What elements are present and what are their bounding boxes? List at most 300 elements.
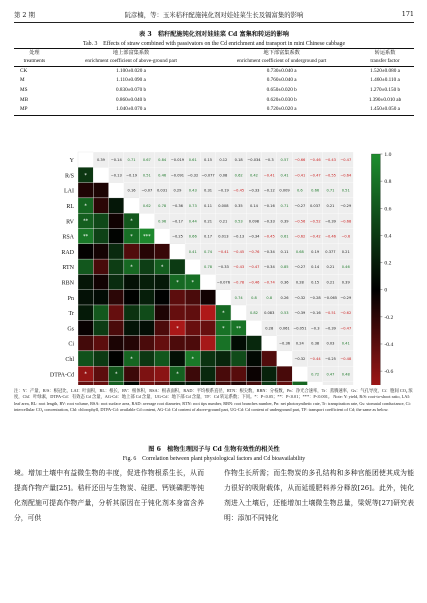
heatmap-cell	[109, 198, 124, 213]
heatmap-cell	[78, 290, 93, 305]
correlation-value-label: −0.34	[248, 234, 260, 239]
heatmap-cell	[139, 366, 154, 381]
correlation-value-label: 0.67	[142, 158, 151, 163]
heatmap-cell	[155, 274, 170, 289]
heatmap-cell	[170, 382, 185, 386]
correlation-value-label: −0.12	[263, 188, 275, 193]
colorbar-tick-label: 0.8	[384, 179, 392, 186]
table-cell: CK	[20, 67, 28, 74]
correlation-value-label: 0.12	[219, 158, 228, 163]
correlation-value-label: −0.076	[216, 280, 231, 285]
article-running-title: 阮彦楠，等：玉米秸秆配施钝化剂对娃娃菜生长及镉富集的影响	[124, 11, 304, 19]
row-label: DTPA-Cd	[49, 372, 74, 379]
correlation-value-label: −0.091	[170, 173, 185, 178]
correlation-value-label: −0.28	[309, 295, 321, 300]
heatmap-cell	[109, 229, 124, 244]
correlation-value-label: 0.51	[341, 188, 350, 193]
colorbar-tick-label: 0.6	[384, 206, 392, 213]
heatmap-cell	[200, 366, 215, 381]
significance-mark: **	[236, 325, 242, 332]
heatmap-cell	[124, 244, 139, 259]
heatmap-cell	[109, 259, 124, 274]
heatmap-cell	[93, 336, 108, 351]
significance-mark: *	[130, 218, 133, 225]
column-header-cn: 处理	[14, 49, 55, 58]
heatmap-cell	[139, 274, 154, 289]
correlation-value-label: 0.11	[204, 203, 213, 208]
body-text-left-column: 境。增加土壤中有益微生物的丰度，促进作物根系生长，从而提高作物产量[25]。秸秆还田与生物炭、硅肥、钙镁磷肥等钝化剂配施可提高作物产量，分析其原因在于钝化剂本身富含养分，可供	[14, 469, 204, 522]
correlation-value-label: −0.29	[340, 295, 352, 300]
heatmap-cell	[155, 244, 170, 259]
table-cell: 1.040±0.070 a	[55, 105, 208, 115]
heatmap-cell	[155, 382, 170, 386]
correlation-value-label: −0.66	[294, 158, 306, 163]
correlation-value-label: 0.46	[341, 265, 350, 270]
correlation-value-label: −0.07	[141, 188, 153, 193]
correlation-value-label: 0.46	[158, 173, 167, 178]
heatmap-cell	[78, 274, 93, 289]
diagonal-cell	[78, 152, 93, 167]
correlation-value-label: −0.56	[294, 219, 306, 224]
correlation-value-label: −0.32	[187, 173, 199, 178]
correlation-value-label: −0.077	[201, 173, 215, 178]
correlation-value-label: 0.24	[295, 341, 304, 346]
heatmap-cell	[93, 351, 108, 366]
correlation-value-label: 0.71	[280, 203, 289, 208]
diagonal-cell	[200, 274, 215, 289]
page-number: 171	[401, 10, 414, 18]
table-row	[14, 86, 414, 96]
heatmap-cell	[292, 382, 307, 386]
heatmap-cell	[155, 290, 170, 305]
correlation-value-label: 0.17	[204, 234, 213, 239]
correlation-value-label: 0.21	[341, 249, 350, 254]
correlation-value-label: 0.21	[326, 203, 335, 208]
significance-mark: *	[130, 264, 133, 271]
heatmap-cell	[277, 382, 292, 386]
heatmap-cell	[231, 351, 246, 366]
correlation-value-label: −0.19	[126, 173, 138, 178]
correlation-value-label: 0.28	[295, 280, 304, 285]
correlation-value-label: 0.21	[326, 265, 335, 270]
correlation-value-label: 0.53	[280, 311, 289, 316]
correlation-value-label: −0.68	[340, 219, 352, 224]
heatmap-cell	[93, 183, 108, 198]
heatmap-cell	[78, 351, 93, 366]
table-cell: 1.390±0.010 ab	[368, 96, 402, 103]
correlation-value-label: 0.29	[173, 188, 182, 193]
correlation-value-label: 0.57	[280, 158, 289, 163]
correlation-value-label: −0.39	[324, 219, 336, 224]
heatmap-cell	[277, 366, 292, 381]
heatmap-cell	[185, 382, 200, 386]
heatmap-cell	[246, 336, 261, 351]
correlation-value-label: −0.25	[171, 234, 183, 239]
colorbar-tick-label: 1.0	[384, 152, 392, 158]
correlation-value-label: 0.21	[204, 219, 213, 224]
diagonal-cell	[308, 382, 323, 386]
heatmap-cell	[124, 320, 139, 335]
heatmap-cell	[93, 259, 108, 274]
significance-mark: *	[222, 310, 225, 317]
significance-mark: *	[222, 325, 225, 332]
correlation-value-label: −0.32	[294, 295, 306, 300]
row-label: RSA	[62, 234, 74, 241]
correlation-value-label: −0.41	[217, 249, 229, 254]
correlation-value-label: −0.034	[247, 158, 261, 163]
correlation-value-label: 0.008	[218, 203, 229, 208]
correlation-value-label: 0.8	[266, 295, 273, 300]
correlation-value-label: 0.39	[96, 158, 105, 163]
row-label: Ci	[68, 341, 74, 348]
cd-enrichment-table	[14, 48, 414, 116]
heatmap-cell	[109, 290, 124, 305]
correlation-value-label: 0.35	[234, 203, 243, 208]
correlation-value-label: 0.013	[218, 234, 229, 239]
correlation-value-label: −0.16	[263, 203, 275, 208]
diagonal-cell	[93, 167, 108, 182]
heatmap-cell	[124, 366, 139, 381]
colorbar-tick-label: -0.4	[384, 341, 394, 348]
body-text-right-column: 作物生长所需；而生物炭的多孔结构和多种官能团使其成为能力很好的吸附载体，从而延缓肥料养分释放[26]。此外，钝化剂进入土壤后，还能增加土壤微生物总量，梁妮等[27]研究表明：添加不同钝化	[224, 469, 414, 522]
heatmap-cell	[93, 229, 108, 244]
correlation-value-label: −0.41	[294, 173, 306, 178]
heatmap-cell	[155, 305, 170, 320]
correlation-value-label: −0.43	[233, 265, 245, 270]
diagonal-cell	[139, 213, 154, 228]
correlation-value-label: 0.14	[311, 265, 320, 270]
heatmap-cell	[185, 336, 200, 351]
table-cell: 0.730±0.040 a	[266, 67, 297, 74]
significance-mark: **	[83, 233, 89, 240]
correlation-value-label: 0.48	[341, 372, 350, 377]
heatmap-cell	[216, 382, 231, 386]
correlation-value-label: −0.51	[324, 311, 336, 316]
heatmap-cell	[155, 320, 170, 335]
row-label: Pn	[67, 295, 74, 302]
correlation-value-label: −0.065	[323, 295, 338, 300]
correlation-value-label: 0.15	[311, 280, 320, 285]
correlation-value-label: −0.45	[263, 234, 275, 239]
correlation-value-label: 0.21	[326, 280, 335, 285]
heatmap-cell	[78, 305, 93, 320]
correlation-value-label: 0.61	[188, 158, 197, 163]
row-label: R/S	[64, 173, 74, 180]
table-cell: 0.760±0.040 a	[266, 77, 297, 84]
row-label: Gs	[67, 326, 74, 333]
correlation-value-label: −0.34	[263, 265, 275, 270]
correlation-value-label: 0.377	[325, 249, 336, 254]
correlation-value-label: 0.083	[264, 311, 275, 316]
correlation-value-label: 0.03	[326, 341, 335, 346]
correlation-value-label: −0.14	[110, 158, 122, 163]
correlation-value-label: 0.47	[326, 372, 335, 377]
correlation-value-label: −0.36	[279, 341, 291, 346]
row-label: RBN	[61, 280, 74, 287]
significance-mark: *	[176, 279, 179, 286]
significance-mark: ***	[143, 233, 151, 240]
heatmap-cell	[231, 382, 246, 386]
correlation-value-label: −0.62	[340, 311, 352, 316]
heatmap-cell	[139, 320, 154, 335]
colorbar-tick-label: -0.2	[384, 314, 394, 321]
heatmap-cell	[231, 336, 246, 351]
heatmap-cell	[139, 382, 154, 386]
heatmap-cell	[139, 244, 154, 259]
row-label: Y	[69, 158, 74, 165]
header-rule	[14, 22, 414, 23]
heatmap-cell	[109, 244, 124, 259]
diagonal-cell	[124, 198, 139, 213]
correlation-value-label: −0.3	[310, 326, 320, 331]
issue-number: 第 2 期	[14, 11, 35, 19]
heatmap-cell	[200, 305, 215, 320]
significance-mark: *	[130, 233, 133, 240]
heatmap-cell	[200, 382, 215, 386]
diagonal-cell	[292, 366, 307, 381]
heatmap-cell	[78, 244, 93, 259]
correlation-value-label: −0.17	[171, 219, 183, 224]
correlation-value-label: 0.78	[204, 265, 213, 270]
correlation-value-label: 0.061	[279, 326, 290, 331]
correlation-value-label: 0.11	[280, 249, 289, 254]
significance-mark: *	[176, 371, 179, 378]
correlation-value-label: −0.43	[324, 158, 336, 163]
correlation-value-label: 0.42	[249, 173, 258, 178]
heatmap-cell	[109, 351, 124, 366]
column-header-cn: 转运系数	[356, 49, 414, 58]
row-label: LAI	[64, 188, 74, 195]
correlation-value-label: −0.76	[248, 249, 260, 254]
heatmap-cell	[78, 382, 93, 386]
correlation-value-label: 0.84	[158, 158, 167, 163]
heatmap-cell	[124, 336, 139, 351]
heatmap-cell	[262, 351, 277, 366]
heatmap-cell	[185, 305, 200, 320]
table-cell: 0.860±0.040 b	[115, 96, 147, 103]
heatmap-cell	[139, 290, 154, 305]
row-label: RL	[66, 203, 74, 210]
correlation-value-label: 0.43	[188, 188, 197, 193]
significance-mark: *	[84, 203, 87, 210]
correlation-value-label: 0.85	[280, 265, 289, 270]
colorbar-tick-label: -0.6	[384, 369, 394, 376]
correlation-value-label: 0.14	[249, 203, 258, 208]
correlation-value-label: −0.47	[309, 173, 321, 178]
table-cell: MB	[20, 96, 29, 103]
correlation-value-label: −0.13	[233, 234, 245, 239]
diagonal-cell	[155, 229, 170, 244]
heatmap-cell	[109, 274, 124, 289]
heatmap-cell	[109, 305, 124, 320]
correlation-value-label: −0.36	[171, 203, 183, 208]
heatmap-value-cell	[338, 382, 353, 386]
correlation-value-label: 0.41	[280, 173, 289, 178]
row-label: RV	[66, 219, 74, 226]
correlation-value-label: −0.78	[233, 280, 245, 285]
heatmap-cell	[93, 366, 108, 381]
figure-note: 注：Y：产量，R/S：根冠比，LAI：叶面积，RL：根长，RV：根体积，RSA：根表面积，RAD：平均根系直径，RTN：根尖数，RBN：分枝数，Pn：净光合速率，Tr：蒸腾速率，Gs：气孔导度，Ci：胞间 CO₂ 浓度，Chl：叶绿素，DTPA-Cd：有效态 Cd 含量，AG-Cd：地上部 Cd 含量，UG-Cd：地下部 Cd 含量，TF：Cd 转运系数；下同。*：P<0.05；**：P<0.01；***：P<0.001。 Note: Y: yield, R/S: root-to-shoot ratio, LAI: leaf area, RL: root length, RV: root volume, RSA: root surface area, RAD: average root diameter, RTN: root tips number, RBN: root branches number, Pn: net photosynthetic rate, Tr: transpiration rate, Gs: stomatal conductance, Ci: intercellular CO₂ concentration, Chl: chlorophyll, DTPA-Cd: available Cd content, AG-Cd: Cd content of above-ground part, UG-Cd: Cd content of underground part, TF: transport coefficient of Cd; the same as below.	[14, 388, 413, 412]
correlation-value-label: 0.66	[311, 188, 320, 193]
table-row	[14, 96, 414, 106]
diagonal-cell	[246, 320, 261, 335]
significance-mark: **	[83, 218, 89, 225]
heatmap-cell	[124, 290, 139, 305]
colorbar-tick-label: 0.2	[384, 260, 392, 267]
heatmap-cell	[93, 244, 108, 259]
colorbar-tick-label: 0.4	[384, 233, 392, 240]
correlation-value-label: −0.41	[263, 173, 275, 178]
correlation-value-label: −0.39	[294, 311, 306, 316]
correlation-value-label: 0.41	[188, 249, 197, 254]
correlation-value-label: 0.037	[310, 203, 321, 208]
significance-mark: *	[176, 325, 179, 332]
row-label: Tr	[68, 311, 74, 318]
row-label: Chl	[65, 356, 74, 363]
correlation-value-label: 0.74	[204, 249, 213, 254]
table-cell: M	[20, 77, 25, 84]
heatmap-cell	[200, 320, 215, 335]
diagonal-cell	[277, 351, 292, 366]
correlation-value-label: −0.32	[294, 356, 306, 361]
significance-mark: *	[84, 172, 87, 179]
correlation-value-label: −0.39	[324, 326, 336, 331]
heatmap-cell	[93, 382, 108, 386]
correlation-value-label: −0.6	[341, 234, 351, 239]
correlation-value-label: 0.61	[280, 234, 289, 239]
heatmap-cell	[124, 274, 139, 289]
heatmap-cell	[216, 351, 231, 366]
running-head	[14, 10, 414, 22]
correlation-value-label: −0.52	[309, 219, 321, 224]
heatmap-cell	[139, 305, 154, 320]
table-cell: 0.720±0.020 a	[207, 105, 356, 115]
heatmap-cell	[109, 320, 124, 335]
column-header-cn: 地下部富集系数	[207, 49, 356, 58]
colorbar-tick-label: 0	[384, 287, 388, 294]
correlation-value-label: 0.53	[234, 219, 243, 224]
correlation-value-label: 0.96	[158, 219, 167, 224]
diagonal-cell	[216, 290, 231, 305]
correlation-value-label: −0.19	[217, 188, 229, 193]
correlation-value-label: −0.47	[340, 326, 352, 331]
heatmap-cell	[139, 259, 154, 274]
correlation-value-label: −0.64	[340, 173, 352, 178]
heatmap-cell	[170, 259, 185, 274]
correlation-value-label: −0.33	[217, 265, 229, 270]
correlation-value-label: −0.051	[293, 326, 307, 331]
correlation-value-label: 0.62	[234, 173, 243, 178]
diagonal-cell	[109, 183, 124, 198]
correlation-value-label: −0.55	[324, 173, 336, 178]
correlation-value-label: 0.26	[280, 295, 289, 300]
correlation-value-label: 0.8	[251, 295, 257, 300]
table-row	[14, 66, 414, 76]
heatmap-cell	[93, 274, 108, 289]
heatmap-cell	[170, 290, 185, 305]
heatmap-cell	[185, 290, 200, 305]
correlation-value-label: 0.16	[127, 188, 136, 193]
heatmap-cell	[155, 336, 170, 351]
heatmap-cell	[93, 213, 108, 228]
row-label: RAD	[61, 249, 74, 256]
correlation-value-label: −0.44	[309, 356, 321, 361]
correlation-value-label: 0.18	[234, 158, 243, 163]
significance-mark: *	[84, 371, 87, 378]
correlation-value-label: 0.28	[265, 326, 274, 331]
diagonal-cell	[185, 259, 200, 274]
heatmap-cell	[200, 336, 215, 351]
table-cell: 1.460±0.110 a	[370, 77, 400, 84]
heatmap-cell	[139, 336, 154, 351]
correlation-value-label: 0.71	[326, 188, 335, 193]
correlation-value-label: −0.3	[264, 158, 274, 163]
heatmap-cell	[155, 351, 170, 366]
column-header-cn: 地上部富集系数	[55, 49, 208, 58]
correlation-value-label: 0.82	[249, 311, 258, 316]
diagonal-cell	[231, 305, 246, 320]
correlation-value-label: −0.25	[324, 356, 336, 361]
heatmap-cell	[216, 336, 231, 351]
heatmap-cell	[139, 351, 154, 366]
correlation-value-label: 0.098	[248, 219, 260, 224]
correlation-value-label: −0.16	[309, 311, 321, 316]
correlation-value-label: 0.31	[204, 188, 213, 193]
correlation-value-label: 0.031	[157, 188, 168, 193]
row-label: RTN	[62, 265, 74, 272]
correlation-value-label: −0.45	[233, 188, 245, 193]
correlation-value-label: −0.74	[263, 280, 275, 285]
correlation-value-label: −0.33	[263, 219, 275, 224]
correlation-value-label: 0.66	[188, 234, 197, 239]
heatmap-cell	[200, 351, 215, 366]
heatmap-cell	[246, 366, 261, 381]
correlation-value-label: 0.73	[188, 203, 197, 208]
heatmap-cell	[109, 336, 124, 351]
table-cell: MP	[14, 105, 55, 115]
heatmap-cell	[93, 305, 108, 320]
heatmap-cell	[124, 305, 139, 320]
heatmap-cell	[93, 320, 108, 335]
heatmap-cell	[78, 259, 93, 274]
column-header-en: enrichment coefficient of underground part	[207, 57, 356, 66]
table-caption-en: Tab. 3 Effects of straw combined with passivators on the Cd enrichment and transport in mini Chinese cabbage	[82, 41, 346, 47]
correlation-value-label: −0.42	[309, 234, 321, 239]
heatmap-cell	[246, 351, 261, 366]
significance-mark: *	[130, 356, 133, 363]
significance-mark: *	[115, 371, 118, 378]
heatmap-cell	[109, 213, 124, 228]
heatmap-cell	[185, 366, 200, 381]
correlation-value-label: 0.62	[142, 203, 151, 208]
significance-mark: *	[191, 279, 194, 286]
heatmap-cell	[216, 366, 231, 381]
correlation-value-label: 0.21	[219, 219, 228, 224]
table-cell: 1.270±0.150 b	[369, 87, 401, 93]
correlation-value-label: 0.009	[279, 188, 290, 193]
correlation-value-label: 0.68	[295, 249, 304, 254]
diagonal-cell	[262, 336, 277, 351]
correlation-value-label: 0.39	[280, 219, 289, 224]
table-cell: 0.620±0.030 b	[266, 96, 297, 103]
correlation-value-label: −0.27	[294, 203, 306, 208]
heatmap-cell	[231, 366, 246, 381]
colorbar	[371, 154, 380, 385]
heatmap-cell	[170, 336, 185, 351]
heatmap-cell	[155, 366, 170, 381]
heatmap-cell	[262, 366, 277, 381]
correlation-value-label: 0.44	[188, 219, 197, 224]
